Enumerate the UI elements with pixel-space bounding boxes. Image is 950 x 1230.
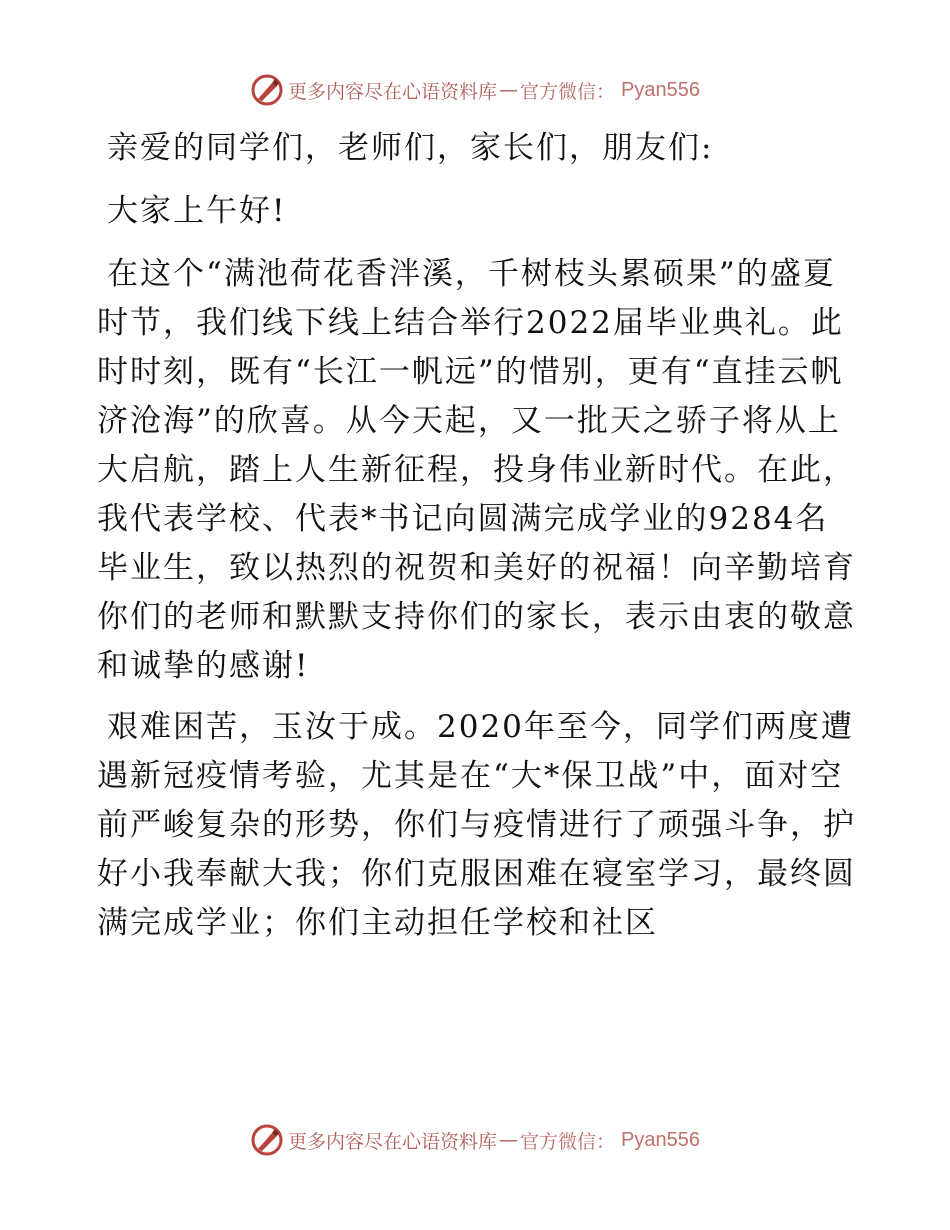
- banner-text: 更多内容尽在心语资料库: [287, 80, 497, 103]
- pen-logo-icon: [250, 73, 284, 107]
- salutation-paragraph: 亲爱的同学们，老师们，家长们，朋友们:: [107, 130, 714, 166]
- footer-watermark-banner: [0, 1120, 950, 1160]
- body-paragraph-1: 在这个“满池荷花香泮溪，千树枝头累硕果”的盛夏时节，我们线下线上结合举行2022届毕业典礼。此时时刻，既有“长江一帆远”的惜别，更有“直挂云帆济沧海”的欣喜。从今天起，又一批天之骄子将从上大启航，踏上人生新征程，投身伟业新时代。在此，我代表学校、代表*书记向圆满完成学业的9284名毕业生，致以热烈的祝贺和美好的祝福！向辛勤培育你们的老师和默默支持你们的家长，表示由衷的敬意和诚挚的感谢!: [97, 256, 856, 684]
- banner-label: 官方微信: [520, 1130, 597, 1153]
- banner-text: 更多内容尽在心语资料库: [287, 1130, 497, 1153]
- banner-separator: —: [499, 1129, 518, 1151]
- document-body: [97, 124, 857, 960]
- banner-colon: ：: [596, 80, 616, 103]
- header-watermark-banner: [0, 70, 950, 110]
- pen-logo-icon: [250, 1123, 284, 1157]
- banner-colon: ：: [596, 1130, 616, 1153]
- body-paragraph-2: 艰难困苦，玉汝于成。2020年至今，同学们两度遭遇新冠疫情考验，尤其是在“大*保卫战”中，面对空前严峻复杂的形势，你们与疫情进行了顽强斗争，护好小我奉献大我；你们克服困难在寝室学习，最终圆满完成学业；你们主动担任学校和社区: [97, 709, 856, 941]
- greeting-paragraph: 大家上午好!: [107, 193, 287, 229]
- banner-label: 官方微信: [520, 80, 597, 103]
- banner-wechat-id: Pyan556: [621, 78, 700, 101]
- banner-wechat-id: Pyan556: [621, 1128, 700, 1151]
- banner-separator: —: [499, 79, 518, 101]
